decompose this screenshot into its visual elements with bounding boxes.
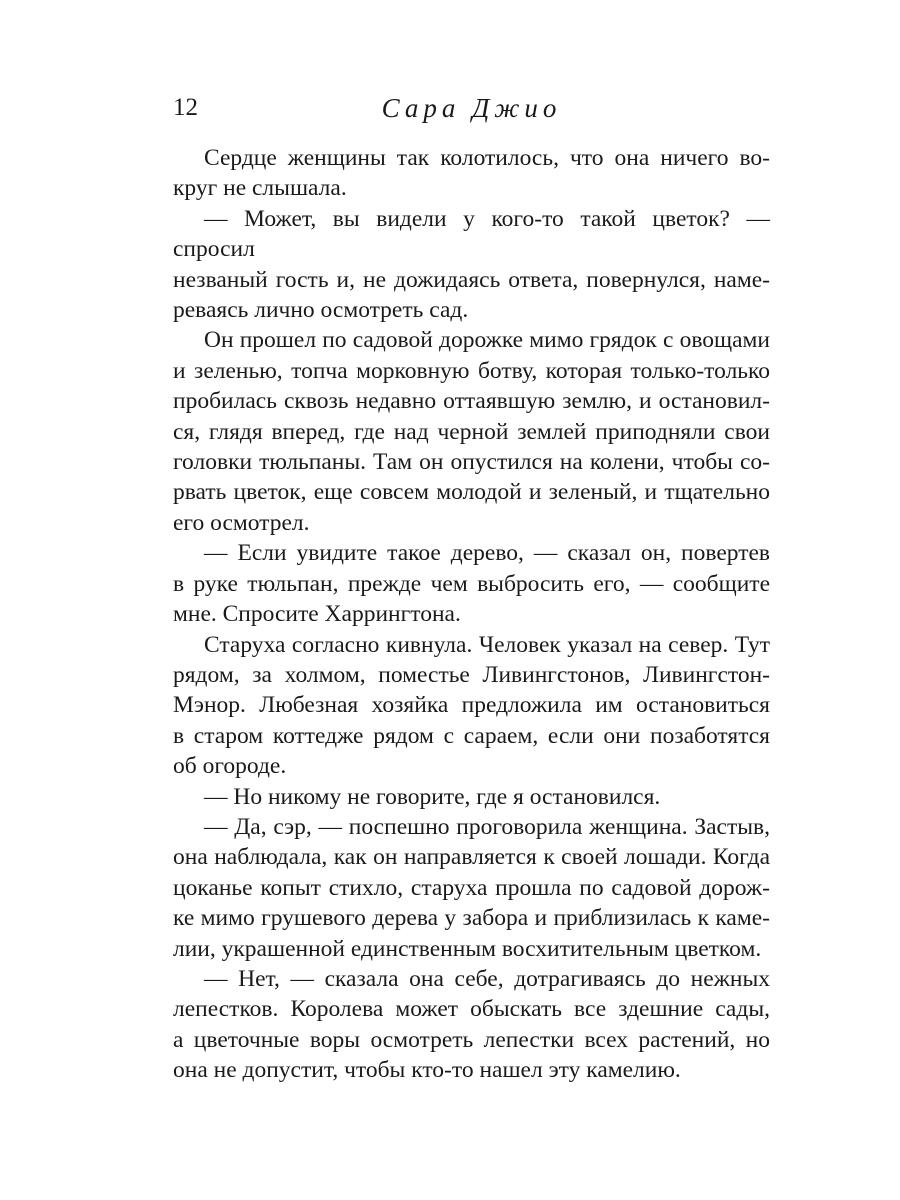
text-line: его осмотрел. (173, 509, 310, 536)
text-line: незваный гость и, не дожидаясь ответа, повернулся, наме- (173, 266, 770, 293)
text-line: в руке тюльпан, прежде чем выбросить его, — сообщите (173, 570, 770, 597)
text-line: мне. Спросите Харрингтона. (173, 601, 461, 628)
paragraph (173, 538, 770, 629)
paragraph (173, 325, 770, 538)
text-line: Сердце женщины так колотилось, что она ничего во- (204, 145, 770, 171)
text-line: — Может, вы видели у кого-то такой цветок? — спросил (173, 205, 770, 263)
text-line: — Но никому не говорите, где я остановился. (204, 783, 661, 810)
text-line: цоканье копыт стихло, старуха прошла по садовой дорож- (173, 874, 770, 901)
text-line: — Если увидите такое дерево, — сказал он, повертев (204, 540, 770, 567)
text-line: в старом коттедже рядом с сараем, если они позаботятся (173, 722, 770, 749)
text-line: — Да, сэр, — поспешно проговорила женщина. Застыв, (204, 813, 770, 840)
text-line: круг не слышала. (173, 175, 347, 202)
paragraph (173, 204, 770, 326)
text-line: ся, глядя вперед, где над черной землей приподняли свои (173, 418, 770, 445)
text-line: лии, украшенной единственным восхитительным цветком. (173, 935, 762, 962)
text-line: ке мимо грушевого дерева у забора и приблизилась к каме- (173, 905, 770, 932)
text-line: Мэнор. Любезная хозяйка предложила им остановиться (173, 692, 770, 719)
text-line: — Нет, — сказала она себе, дотрагиваясь до нежных (204, 965, 770, 992)
text-line: Он прошел по садовой дорожке мимо грядок с овощами (204, 327, 770, 354)
text-line: рядом, за холмом, поместье Ливингстонов, Ливингстон- (173, 661, 770, 688)
text-line: лепестков. Королева может обыскать все здешние сады, (173, 996, 770, 1023)
body-text (173, 143, 770, 1086)
text-line: рвать цветок, еще совсем молодой и зеленый, и тщательно (173, 479, 770, 506)
paragraph (173, 782, 770, 812)
text-line: а цветочные воры осмотреть лепестки всех растений, но (173, 1026, 770, 1053)
paragraph (173, 630, 770, 782)
text-line: Старуха согласно кивнула. Человек указал на север. Тут (204, 631, 770, 658)
paragraph (173, 143, 770, 204)
text-line: она наблюдала, как он направляется к своей лошади. Когда (173, 844, 770, 871)
paragraph (173, 812, 770, 964)
page-number: 12 (173, 94, 198, 121)
running-head-author: Сара Джио (381, 93, 562, 123)
page-header (173, 88, 770, 128)
text-line: об огороде. (173, 753, 287, 780)
text-line: головки тюльпаны. Там он опустился на колени, чтобы со- (173, 449, 770, 476)
text-line: она не допустит, чтобы кто-то нашел эту камелию. (173, 1057, 681, 1084)
paragraph (173, 964, 770, 1086)
text-line: пробилась сквозь недавно оттаявшую землю, и остановил- (173, 388, 770, 415)
text-line: и зеленью, топча морковную ботву, которая только-только (173, 357, 770, 384)
text-line: реваясь лично осмотреть сад. (173, 297, 469, 324)
